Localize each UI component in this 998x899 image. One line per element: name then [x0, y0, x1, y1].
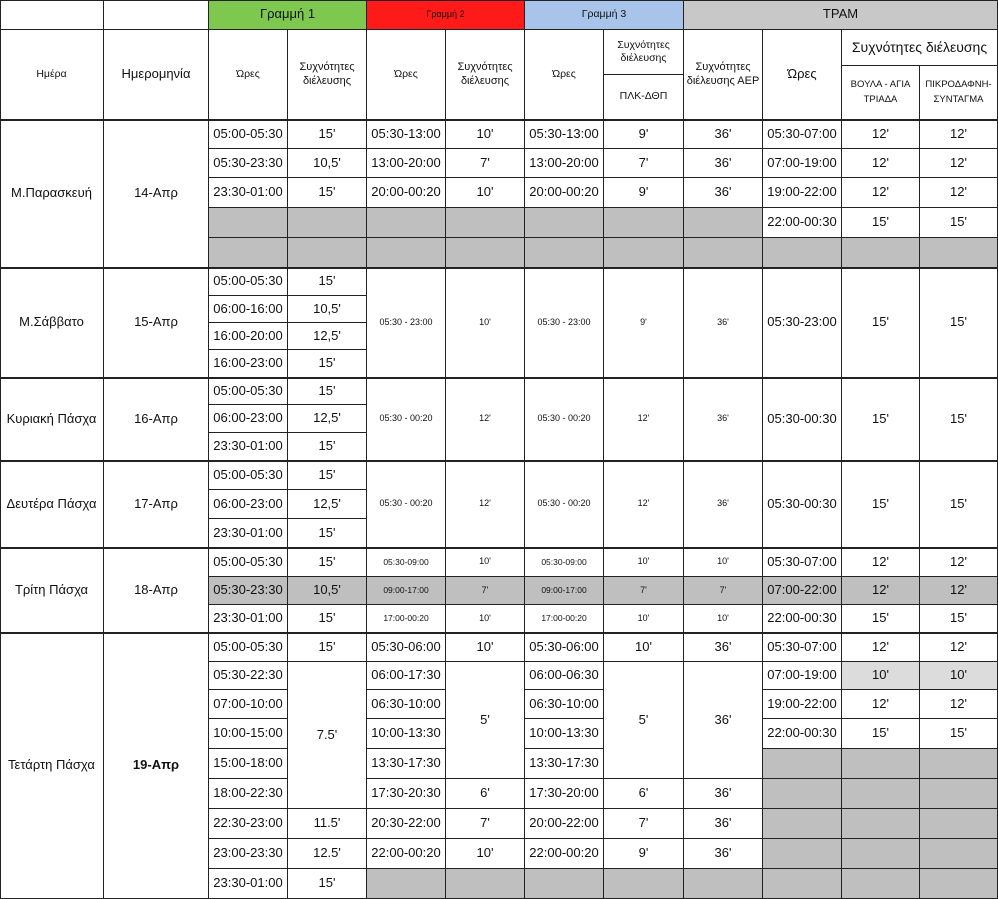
- gray-filler: [367, 238, 446, 268]
- line3-freq: 6': [604, 779, 684, 809]
- header-corner-blank: [0, 0, 104, 30]
- tram-freq-route1: 15': [842, 461, 920, 548]
- tram-time: 07:00-19:00: [763, 149, 842, 178]
- day-date: 15-Απρ: [104, 268, 209, 378]
- gray-filler: [920, 809, 998, 839]
- tram-freq-route1: 12': [842, 633, 920, 662]
- line3-time: 17:30-20:00: [525, 779, 604, 809]
- tram-freq-route2: 15': [920, 268, 998, 378]
- tram-freq-route1: 10': [842, 662, 920, 690]
- date-header: Ημερομηνία: [104, 30, 209, 120]
- line1-freq: 15': [288, 605, 367, 633]
- gray-filler: [525, 869, 604, 899]
- gray-filler: [288, 208, 367, 238]
- line1-freq: 7.5': [288, 662, 367, 809]
- line3-freq: 10': [604, 605, 684, 633]
- tram-time: 05:30-00:30: [763, 378, 842, 461]
- line3-freq: 7': [604, 809, 684, 839]
- line3-time: 05:30 - 00:20: [525, 461, 604, 548]
- line1-time: 05:30-23:30: [209, 149, 288, 178]
- line1-time: 23:30-01:00: [209, 605, 288, 633]
- line1-time: 05:00-05:30: [209, 633, 288, 662]
- tram-time: 22:00-00:30: [763, 605, 842, 633]
- line3-freq: 9': [604, 120, 684, 149]
- line2-freq: 12': [446, 378, 525, 461]
- line2-freq: 10': [446, 839, 525, 869]
- line1-freq: 15': [288, 633, 367, 662]
- tram-time: 07:00-22:00: [763, 577, 842, 605]
- line3-time: 13:30-17:30: [525, 749, 604, 779]
- tram-freq-route1: 12': [842, 120, 920, 149]
- tram-time: 22:00-00:30: [763, 208, 842, 238]
- line2-header: Γραμμή 2: [367, 0, 525, 30]
- gray-filler: [763, 779, 842, 809]
- gray-filler: [920, 749, 998, 779]
- header-corner-blank: [104, 0, 209, 30]
- tram-freq-route1: 12': [842, 577, 920, 605]
- day-name: Τετάρτη Πάσχα: [0, 633, 104, 899]
- tram-time: 05:30-07:00: [763, 548, 842, 577]
- line2-time: 22:00-00:20: [367, 839, 446, 869]
- gray-filler: [684, 869, 763, 899]
- line3-time: 06:30-10:00: [525, 690, 604, 719]
- tram-freq-route2: 15': [920, 719, 998, 749]
- line2-time: 06:30-10:00: [367, 690, 446, 719]
- tram-time: 19:00-22:00: [763, 178, 842, 208]
- line3-time: 05:30 - 23:00: [525, 268, 604, 378]
- line1-time: 10:00-15:00: [209, 719, 288, 749]
- line2-time: 09:00-17:00: [367, 577, 446, 605]
- tram-freq-route2: 15': [920, 378, 998, 461]
- aer-freq: 10': [684, 548, 763, 577]
- gray-filler: [525, 208, 604, 238]
- line1-freq-header: Συχνότητες διέλευσης: [288, 30, 367, 120]
- gray-filler: [684, 208, 763, 238]
- tram-time: 05:30-07:00: [763, 633, 842, 662]
- line3-freq: 7': [604, 149, 684, 178]
- tram-time: 07:00-19:00: [763, 662, 842, 690]
- line2-freq: 6': [446, 779, 525, 809]
- gray-filler: [763, 749, 842, 779]
- tram-freq-route1: 15': [842, 378, 920, 461]
- line1-freq: 12,5': [288, 490, 367, 519]
- line2-time: 13:00-20:00: [367, 149, 446, 178]
- tram-freq-route2: 12': [920, 149, 998, 178]
- line3-freq: 12': [604, 378, 684, 461]
- line3-freq: 9': [604, 178, 684, 208]
- line2-time: 20:00-00:20: [367, 178, 446, 208]
- line1-freq: 15': [288, 869, 367, 899]
- tram-freq-route1: 15': [842, 605, 920, 633]
- gray-filler: [446, 238, 525, 268]
- line1-time: 05:00-05:30: [209, 120, 288, 149]
- aer-freq: 36': [684, 809, 763, 839]
- tram-freq-route1: 15': [842, 719, 920, 749]
- aer-freq: 36': [684, 779, 763, 809]
- line3-time: 13:00-20:00: [525, 149, 604, 178]
- line1-time: 06:00-23:00: [209, 490, 288, 519]
- line1-freq: 10,5': [288, 149, 367, 178]
- line1-time: 23:30-01:00: [209, 178, 288, 208]
- line2-time: 05:30-13:00: [367, 120, 446, 149]
- gray-filler: [446, 208, 525, 238]
- line3-time: 17:00-00:20: [525, 605, 604, 633]
- line3-hours-header: Ώρες: [525, 30, 604, 120]
- line3-freq: 9': [604, 268, 684, 378]
- aer-freq: 7': [684, 577, 763, 605]
- line2-time: 05:30 - 00:20: [367, 461, 446, 548]
- tram-header: ΤΡΑΜ: [684, 0, 998, 30]
- aer-freq: 36': [684, 149, 763, 178]
- line1-time: 23:30-01:00: [209, 433, 288, 461]
- line3-freq: 7': [604, 577, 684, 605]
- line1-time: 05:00-05:30: [209, 378, 288, 405]
- gray-filler: [209, 238, 288, 268]
- tram-freq-route2: 15': [920, 461, 998, 548]
- line1-time: 16:00-23:00: [209, 350, 288, 378]
- tram-freq-route2: 12': [920, 690, 998, 719]
- line3-freq: 12': [604, 461, 684, 548]
- line1-freq: 15': [288, 433, 367, 461]
- line2-time: 20:30-22:00: [367, 809, 446, 839]
- line2-freq: 12': [446, 461, 525, 548]
- aer-freq: 36': [684, 178, 763, 208]
- gray-filler: [842, 238, 920, 268]
- line3-freq-header-top: Συχνότητες διέλευσης: [604, 30, 683, 75]
- line1-time: 18:00-22:30: [209, 779, 288, 809]
- line3-header: Γραμμή 3: [525, 0, 684, 30]
- aer-freq: 36': [684, 633, 763, 662]
- day-date: 18-Απρ: [104, 548, 209, 633]
- line1-time: 05:30-22:30: [209, 662, 288, 690]
- tram-freq-route2: 12': [920, 120, 998, 149]
- line1-time: 05:30-23:30: [209, 577, 288, 605]
- aer-freq-header: Συχνότητες διέλευσης ΑΕΡ: [684, 30, 763, 120]
- tram-freq-route1: 15': [842, 208, 920, 238]
- tram-time: 05:30-00:30: [763, 461, 842, 548]
- line3-freq: 5': [604, 662, 684, 779]
- line1-freq: 15': [288, 268, 367, 296]
- line1-time: 23:30-01:00: [209, 869, 288, 899]
- gray-filler: [288, 238, 367, 268]
- tram-freq-route2: 15': [920, 605, 998, 633]
- line1-freq: 12,5': [288, 405, 367, 433]
- gray-filler: [763, 839, 842, 869]
- tram-freq-header-top: Συχνότητες διέλευσης: [842, 30, 997, 66]
- tram-freq-route2: 12': [920, 548, 998, 577]
- line1-time: 06:00-16:00: [209, 296, 288, 323]
- line2-freq: 10': [446, 120, 525, 149]
- line2-hours-header: Ώρες: [367, 30, 446, 120]
- line2-freq: 10': [446, 268, 525, 378]
- line2-time: 05:30 - 00:20: [367, 378, 446, 461]
- line1-time: 07:00-10:00: [209, 690, 288, 719]
- day-date: 19-Απρ: [104, 633, 209, 899]
- tram-time: 05:30-23:00: [763, 268, 842, 378]
- line2-time: 06:00-17:30: [367, 662, 446, 690]
- line3-freq-header: [604, 30, 684, 120]
- gray-filler: [367, 208, 446, 238]
- line2-time: 05:30 - 23:00: [367, 268, 446, 378]
- line2-freq: 10': [446, 548, 525, 577]
- tram-freq-header: [842, 30, 998, 120]
- gray-filler: [684, 238, 763, 268]
- line2-freq: 7': [446, 577, 525, 605]
- aer-freq: 10': [684, 605, 763, 633]
- line2-freq: 7': [446, 149, 525, 178]
- line1-freq: 15': [288, 178, 367, 208]
- line2-time: 10:00-13:30: [367, 719, 446, 749]
- line1-freq: 11.5': [288, 809, 367, 839]
- aer-freq: 36': [684, 839, 763, 869]
- line2-time: 05:30-09:00: [367, 548, 446, 577]
- line3-time: 06:00-06:30: [525, 662, 604, 690]
- tram-time: 22:00-00:30: [763, 719, 842, 749]
- day-name: Δευτέρα Πάσχα: [0, 461, 104, 548]
- gray-filler: [920, 869, 998, 899]
- line2-time: 05:30-06:00: [367, 633, 446, 662]
- line2-freq: 5': [446, 662, 525, 779]
- aer-freq: 36': [684, 268, 763, 378]
- gray-filler: [525, 238, 604, 268]
- tram-freq-route2: 15': [920, 208, 998, 238]
- line1-freq: 12,5': [288, 323, 367, 350]
- line1-freq: 15': [288, 519, 367, 548]
- line1-time: 23:00-23:30: [209, 839, 288, 869]
- tram-hours-header: Ώρες: [763, 30, 842, 120]
- gray-filler: [763, 869, 842, 899]
- aer-freq: 36': [684, 461, 763, 548]
- line2-freq: 10': [446, 178, 525, 208]
- tram-freq-route1: 12': [842, 149, 920, 178]
- tram-freq-route2: 12': [920, 633, 998, 662]
- tram-route1-header: ΒΟΥΛΑ - ΑΓΙΑ ΤΡΙΑΔΑ: [842, 66, 920, 119]
- line3-time: 22:00-00:20: [525, 839, 604, 869]
- line3-time: 05:30-06:00: [525, 633, 604, 662]
- line1-freq: 15': [288, 461, 367, 490]
- gray-filler: [604, 238, 684, 268]
- tram-freq-route2: 12': [920, 178, 998, 208]
- line3-freq: 10': [604, 548, 684, 577]
- day-name: Μ.Σάββατο: [0, 268, 104, 378]
- tram-freq-route1: 15': [842, 268, 920, 378]
- line1-freq: 15': [288, 378, 367, 405]
- line3-freq: 9': [604, 839, 684, 869]
- gray-filler: [446, 869, 525, 899]
- line2-freq-header: Συχνότητες διέλευσης: [446, 30, 525, 120]
- gray-filler: [842, 809, 920, 839]
- line2-time: 17:00-00:20: [367, 605, 446, 633]
- line3-time: 05:30 - 00:20: [525, 378, 604, 461]
- line1-time: 23:30-01:00: [209, 519, 288, 548]
- tram-freq-route2: 12': [920, 577, 998, 605]
- line3-time: 05:30-13:00: [525, 120, 604, 149]
- gray-filler: [842, 779, 920, 809]
- line1-time: 05:00-05:30: [209, 461, 288, 490]
- line1-time: 05:00-05:30: [209, 268, 288, 296]
- line1-header: Γραμμή 1: [209, 0, 367, 30]
- gray-filler: [920, 238, 998, 268]
- gray-filler: [604, 869, 684, 899]
- gray-filler: [604, 208, 684, 238]
- line3-time: 20:00-00:20: [525, 178, 604, 208]
- gray-filler: [367, 869, 446, 899]
- gray-filler: [209, 208, 288, 238]
- tram-route2-header: ΠΙΚΡΟΔΑΦΝΗ-ΣΥΝΤΑΓΜΑ: [925, 79, 992, 105]
- day-date: 17-Απρ: [104, 461, 209, 548]
- day-header: Ημέρα: [0, 30, 104, 120]
- line2-freq: 10': [446, 633, 525, 662]
- line1-freq: 12.5': [288, 839, 367, 869]
- gray-filler: [842, 839, 920, 869]
- aer-freq: 36': [684, 120, 763, 149]
- gray-filler: [842, 749, 920, 779]
- line1-freq: 10,5': [288, 296, 367, 323]
- gray-filler: [763, 809, 842, 839]
- line3-time: 09:00-17:00: [525, 577, 604, 605]
- day-name: Μ.Παρασκευή: [0, 120, 104, 268]
- line3-time: 10:00-13:30: [525, 719, 604, 749]
- tram-freq-route2: 10': [920, 662, 998, 690]
- line1-freq: 10,5': [288, 577, 367, 605]
- gray-filler: [920, 839, 998, 869]
- tram-freq-route1: 12': [842, 178, 920, 208]
- line1-time: 15:00-18:00: [209, 749, 288, 779]
- tram-freq-route1: 12': [842, 548, 920, 577]
- line3-freq: 10': [604, 633, 684, 662]
- line3-freq-header-sub: ΠΛΚ-ΔΘΠ: [619, 90, 668, 103]
- line2-time: 17:30-20:30: [367, 779, 446, 809]
- line1-freq: 15': [288, 548, 367, 577]
- line1-hours-header: Ώρες: [209, 30, 288, 120]
- tram-freq-route1: 12': [842, 690, 920, 719]
- line3-time: 05:30-09:00: [525, 548, 604, 577]
- line3-time: 20:00-22:00: [525, 809, 604, 839]
- line1-freq: 15': [288, 120, 367, 149]
- line1-time: 05:00-05:30: [209, 548, 288, 577]
- aer-freq: 36': [684, 662, 763, 779]
- gray-filler: [920, 779, 998, 809]
- gray-filler: [842, 869, 920, 899]
- day-name: Κυριακή Πάσχα: [0, 378, 104, 461]
- line1-time: 06:00-23:00: [209, 405, 288, 433]
- line2-freq: 10': [446, 605, 525, 633]
- day-date: 14-Απρ: [104, 120, 209, 268]
- line2-freq: 7': [446, 809, 525, 839]
- gray-filler: [763, 238, 842, 268]
- line1-freq: 15': [288, 350, 367, 378]
- tram-time: 19:00-22:00: [763, 690, 842, 719]
- line1-time: 16:00-20:00: [209, 323, 288, 350]
- tram-time: 05:30-07:00: [763, 120, 842, 149]
- aer-freq: 36': [684, 378, 763, 461]
- day-date: 16-Απρ: [104, 378, 209, 461]
- day-name: Τρίτη Πάσχα: [0, 548, 104, 633]
- line1-time: 22:30-23:00: [209, 809, 288, 839]
- line2-time: 13:30-17:30: [367, 749, 446, 779]
